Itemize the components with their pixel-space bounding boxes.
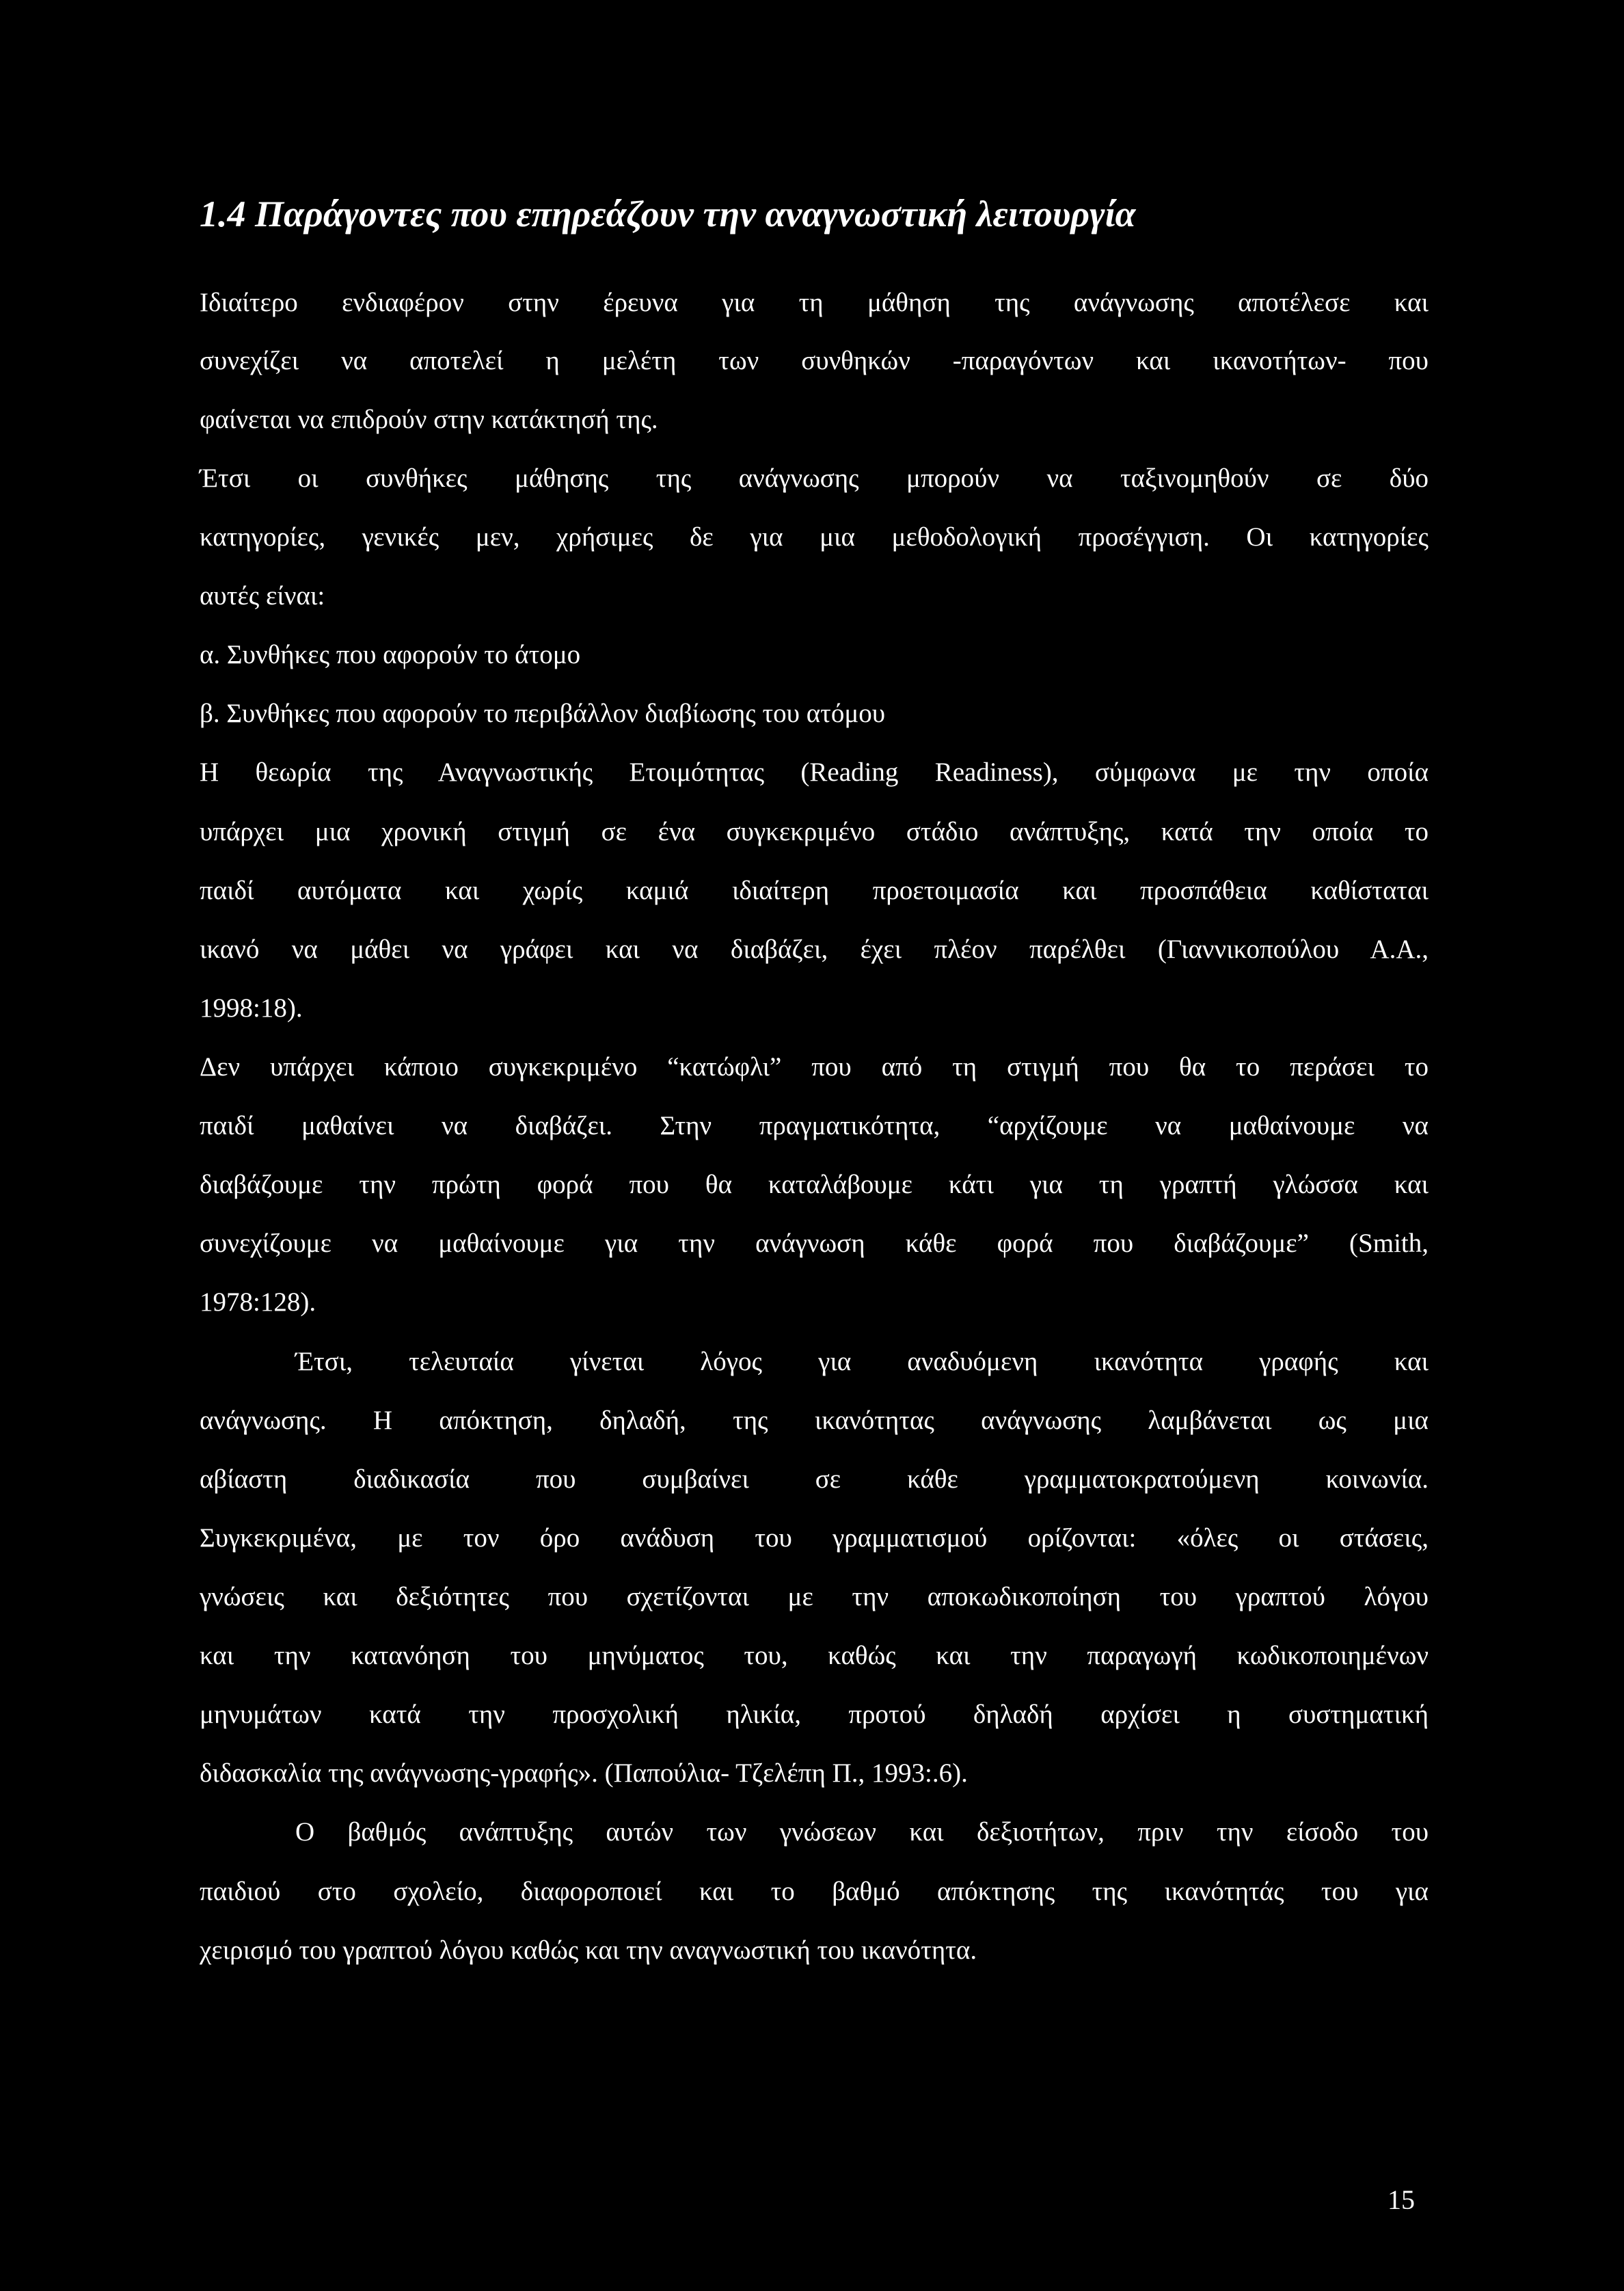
text-line: συνεχίζουμε να μαθαίνουμε για την ανάγνωση κάθε φορά που διαβάζουμε” (Smith, <box>200 1229 1429 1258</box>
section-heading: 1.4 Παράγοντες που επηρεάζουν την αναγνωστική λειτουργία <box>200 193 1136 235</box>
text-line: παιδί μαθαίνει να διαβάζει. Στην πραγματικότητα, “αρχίζουμε να μαθαίνουμε να <box>200 1111 1429 1140</box>
text-line: κατηγορίες, γενικές μεν, χρήσιμες δε για μια μεθοδολογική προσέγγιση. Οι κατηγορίες <box>200 522 1429 552</box>
text-line: αβίαστη διαδικασία που συμβαίνει σε κάθε γραμματοκρατούμενη κοινωνία. <box>200 1464 1429 1494</box>
text-line: α. Συνθήκες που αφορούν το άτομο <box>200 640 581 669</box>
text-line: Η θεωρία της Αναγνωστικής Ετοιμότητας (Reading Readiness), σύμφωνα με την οποία <box>200 758 1429 787</box>
text-line: Έτσι, τελευταία γίνεται λόγος για αναδυόμενη ικανότητα γραφής και <box>295 1347 1429 1376</box>
text-line: παιδιού στο σχολείο, διαφοροποιεί και το βαθμό απόκτησης της ικανότητάς του για <box>200 1877 1429 1906</box>
text-line: χειρισμό του γραπτού λόγου καθώς και την αναγνωστική του ικανότητα. <box>200 1935 977 1965</box>
text-line: Συγκεκριμένα, με τον όρο ανάδυση του γραμματισμού ορίζονται: «όλες οι στάσεις, <box>200 1523 1429 1553</box>
text-line: γνώσεις και δεξιότητες που σχετίζονται με την αποκωδικοποίηση του γραπτού λόγου <box>200 1582 1429 1611</box>
text-line: ικανό να μάθει να γράφει και να διαβάζει, έχει πλέον παρέλθει (Γιαννικοπούλου Α.Α., <box>200 935 1429 964</box>
text-line: Ιδιαίτερο ενδιαφέρον στην έρευνα για τη μάθηση της ανάγνωσης αποτέλεσε και <box>200 288 1429 317</box>
text-line: παιδί αυτόματα και χωρίς καμιά ιδιαίτερη προετοιμασία και προσπάθεια καθίσταται <box>200 876 1429 905</box>
text-line: 1998:18). <box>200 993 303 1023</box>
text-line: συνεχίζει να αποτελεί η μελέτη των συνθηκών -παραγόντων και ικανοτήτων- που <box>200 346 1429 375</box>
text-line: ανάγνωσης. Η απόκτηση, δηλαδή, της ικανότητας ανάγνωσης λαμβάνεται ως μια <box>200 1406 1429 1435</box>
text-line: β. Συνθήκες που αφορούν το περιβάλλον διαβίωσης του ατόμου <box>200 699 886 728</box>
text-line: υπάρχει μια χρονική στιγμή σε ένα συγκεκριμένο στάδιο ανάπτυξης, κατά την οποία το <box>200 817 1429 846</box>
text-line: Έτσι οι συνθήκες μάθησης της ανάγνωσης μπορούν να ταξινομηθούν σε δύο <box>200 464 1429 493</box>
page-number: 15 <box>1388 2184 1415 2215</box>
text-line: Δεν υπάρχει κάποιο συγκεκριμένο “κατώφλι” που από τη στιγμή που θα το περάσει το <box>200 1052 1429 1082</box>
text-line: 1978:128). <box>200 1287 316 1317</box>
text-line: Ο βαθμός ανάπτυξης αυτών των γνώσεων και δεξιοτήτων, πριν την είσοδο του <box>295 1817 1429 1847</box>
text-line: διαβάζουμε την πρώτη φορά που θα καταλάβουμε κάτι για τη γραπτή γλώσσα και <box>200 1170 1429 1199</box>
text-line: μηνυμάτων κατά την προσχολική ηλικία, προτού δηλαδή αρχίσει η συστηματική <box>200 1700 1429 1729</box>
text-line: και την κατανόηση του μηνύματος του, καθώς και την παραγωγή κωδικοποιημένων <box>200 1641 1429 1670</box>
text-line: διδασκαλία της ανάγνωσης-γραφής». (Παπούλια- Τζελέπη Π., 1993:.6). <box>200 1758 968 1788</box>
text-line: αυτές είναι: <box>200 581 325 611</box>
text-line: φαίνεται να επιδρούν στην κατάκτησή της. <box>200 405 658 434</box>
